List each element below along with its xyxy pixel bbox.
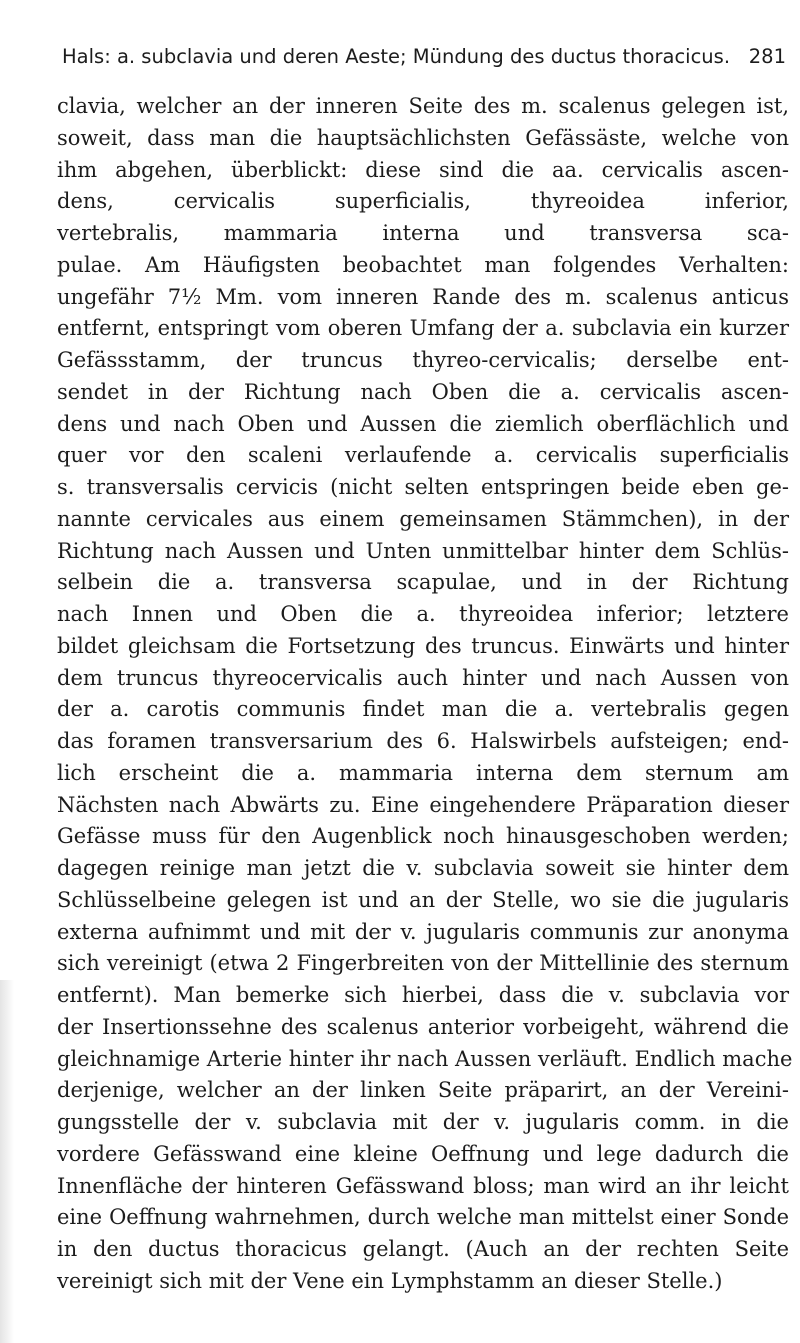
header-title: Hals: a. subclavia und deren Aeste; Mündung des ductus thoracicus. [62, 45, 731, 68]
text-line: pulae. Am Häufigsten beobachtet man folgendes Verhalten: [57, 252, 789, 277]
text-line: Nächsten nach Abwärts zu. Eine eingehendere Präparation dieser [57, 792, 789, 817]
text-line: Schlüsselbeine gelegen ist und an der Stelle, wo sie die jugularis [57, 887, 789, 912]
text-line: s. transversalis cervicis (nicht selten entspringen beide eben ge- [57, 475, 789, 499]
page-number: 281 [748, 45, 786, 68]
text-line: clavia, welcher an der inneren Seite des m. scalenus gelegen ist, [57, 94, 789, 118]
text-line: eine Oeffnung wahrnehmen, durch welche man mittelst einer Sonde [57, 1205, 789, 1230]
body-text [57, 91, 793, 1298]
text-line: entfernt, entspringt vom oberen Umfang der a. subclavia ein kurzer [57, 316, 789, 341]
text-line: vordere Gefässwand eine kleine Oeffnung und lege dadurch die [57, 1141, 789, 1166]
text-line: dagegen reinige man jetzt die v. subclavia soweit sie hinter dem [57, 856, 789, 880]
text-line: der a. carotis communis findet man die a. vertebralis gegen [57, 697, 789, 722]
text-line: vereinigt sich mit der Vene ein Lymphstamm an dieser Stelle.) [57, 1268, 723, 1293]
text-line: derjenige, welcher an der linken Seite präparirt, an der Vereini- [57, 1078, 789, 1103]
text-line: sich vereinigt (etwa 2 Fingerbreiten von der Mittellinie des sternum [57, 951, 789, 976]
text-line: externa aufnimmt und mit der v. jugularis communis zur anonyma [57, 919, 789, 944]
running-header [62, 40, 786, 74]
text-line: das foramen transversarium des 6. Halswirbels aufsteigen; end- [57, 729, 789, 753]
text-line: dem truncus thyreocervicalis auch hinter und nach Aussen von [57, 665, 789, 690]
text-line: entfernt). Man bemerke sich hierbei, dass die v. subclavia vor [57, 983, 789, 1007]
text-line: sendet in der Richtung nach Oben die a. cervicalis ascen- [57, 379, 789, 404]
text-line: selbein die a. transversa scapulae, und in der Richtung [57, 570, 789, 595]
text-line: dens, cervicalis superficialis, thyreoidea inferior, [57, 189, 789, 214]
text-line: nannte cervicales aus einem gemeinsamen Stämmchen), in der [57, 506, 789, 531]
text-line: gleichnamige Arterie hinter ihr nach Aussen verläuft. Endlich mache [57, 1046, 793, 1071]
text-line: ihm abgehen, überblickt: diese sind die aa. cervicalis ascen- [57, 157, 789, 182]
text-line: der Insertionssehne des scalenus anterior vorbeigeht, während die [57, 1014, 789, 1039]
text-line: dens und nach Oben und Aussen die ziemlich oberflächlich und [57, 411, 789, 436]
text-line: gungsstelle der v. subclavia mit der v. jugularis comm. in die [57, 1110, 789, 1134]
text-line: ungefähr 7½ Mm. vom inneren Rande des m. scalenus anticus [57, 284, 789, 309]
text-line: soweit, dass man die hauptsächlichsten Gefässäste, welche von [57, 125, 789, 150]
text-line: in den ductus thoracicus gelangt. (Auch an der rechten Seite [57, 1237, 789, 1261]
text-line: quer vor den scaleni verlaufende a. cervicalis superficialis [57, 443, 789, 468]
text-line: vertebralis, mammaria interna und transversa sca- [57, 221, 789, 245]
text-line: nach Innen und Oben die a. thyreoidea inferior; letztere [57, 602, 789, 626]
text-line: Innenfläche der hinteren Gefässwand bloss; man wird an ihr leicht [57, 1173, 789, 1198]
text-line: Gefässe muss für den Augenblick noch hinausgeschoben werden; [57, 824, 789, 849]
text-line: Richtung nach Aussen und Unten unmittelbar hinter dem Schlüs- [57, 538, 789, 563]
page-edge-shadow [0, 980, 14, 1343]
text-line: bildet gleichsam die Fortsetzung des truncus. Einwärts und hinter [57, 633, 789, 658]
text-line: Gefässstamm, der truncus thyreo-cervicalis; derselbe ent- [57, 348, 789, 372]
text-line: lich erscheint die a. mammaria interna dem sternum am [57, 760, 789, 785]
